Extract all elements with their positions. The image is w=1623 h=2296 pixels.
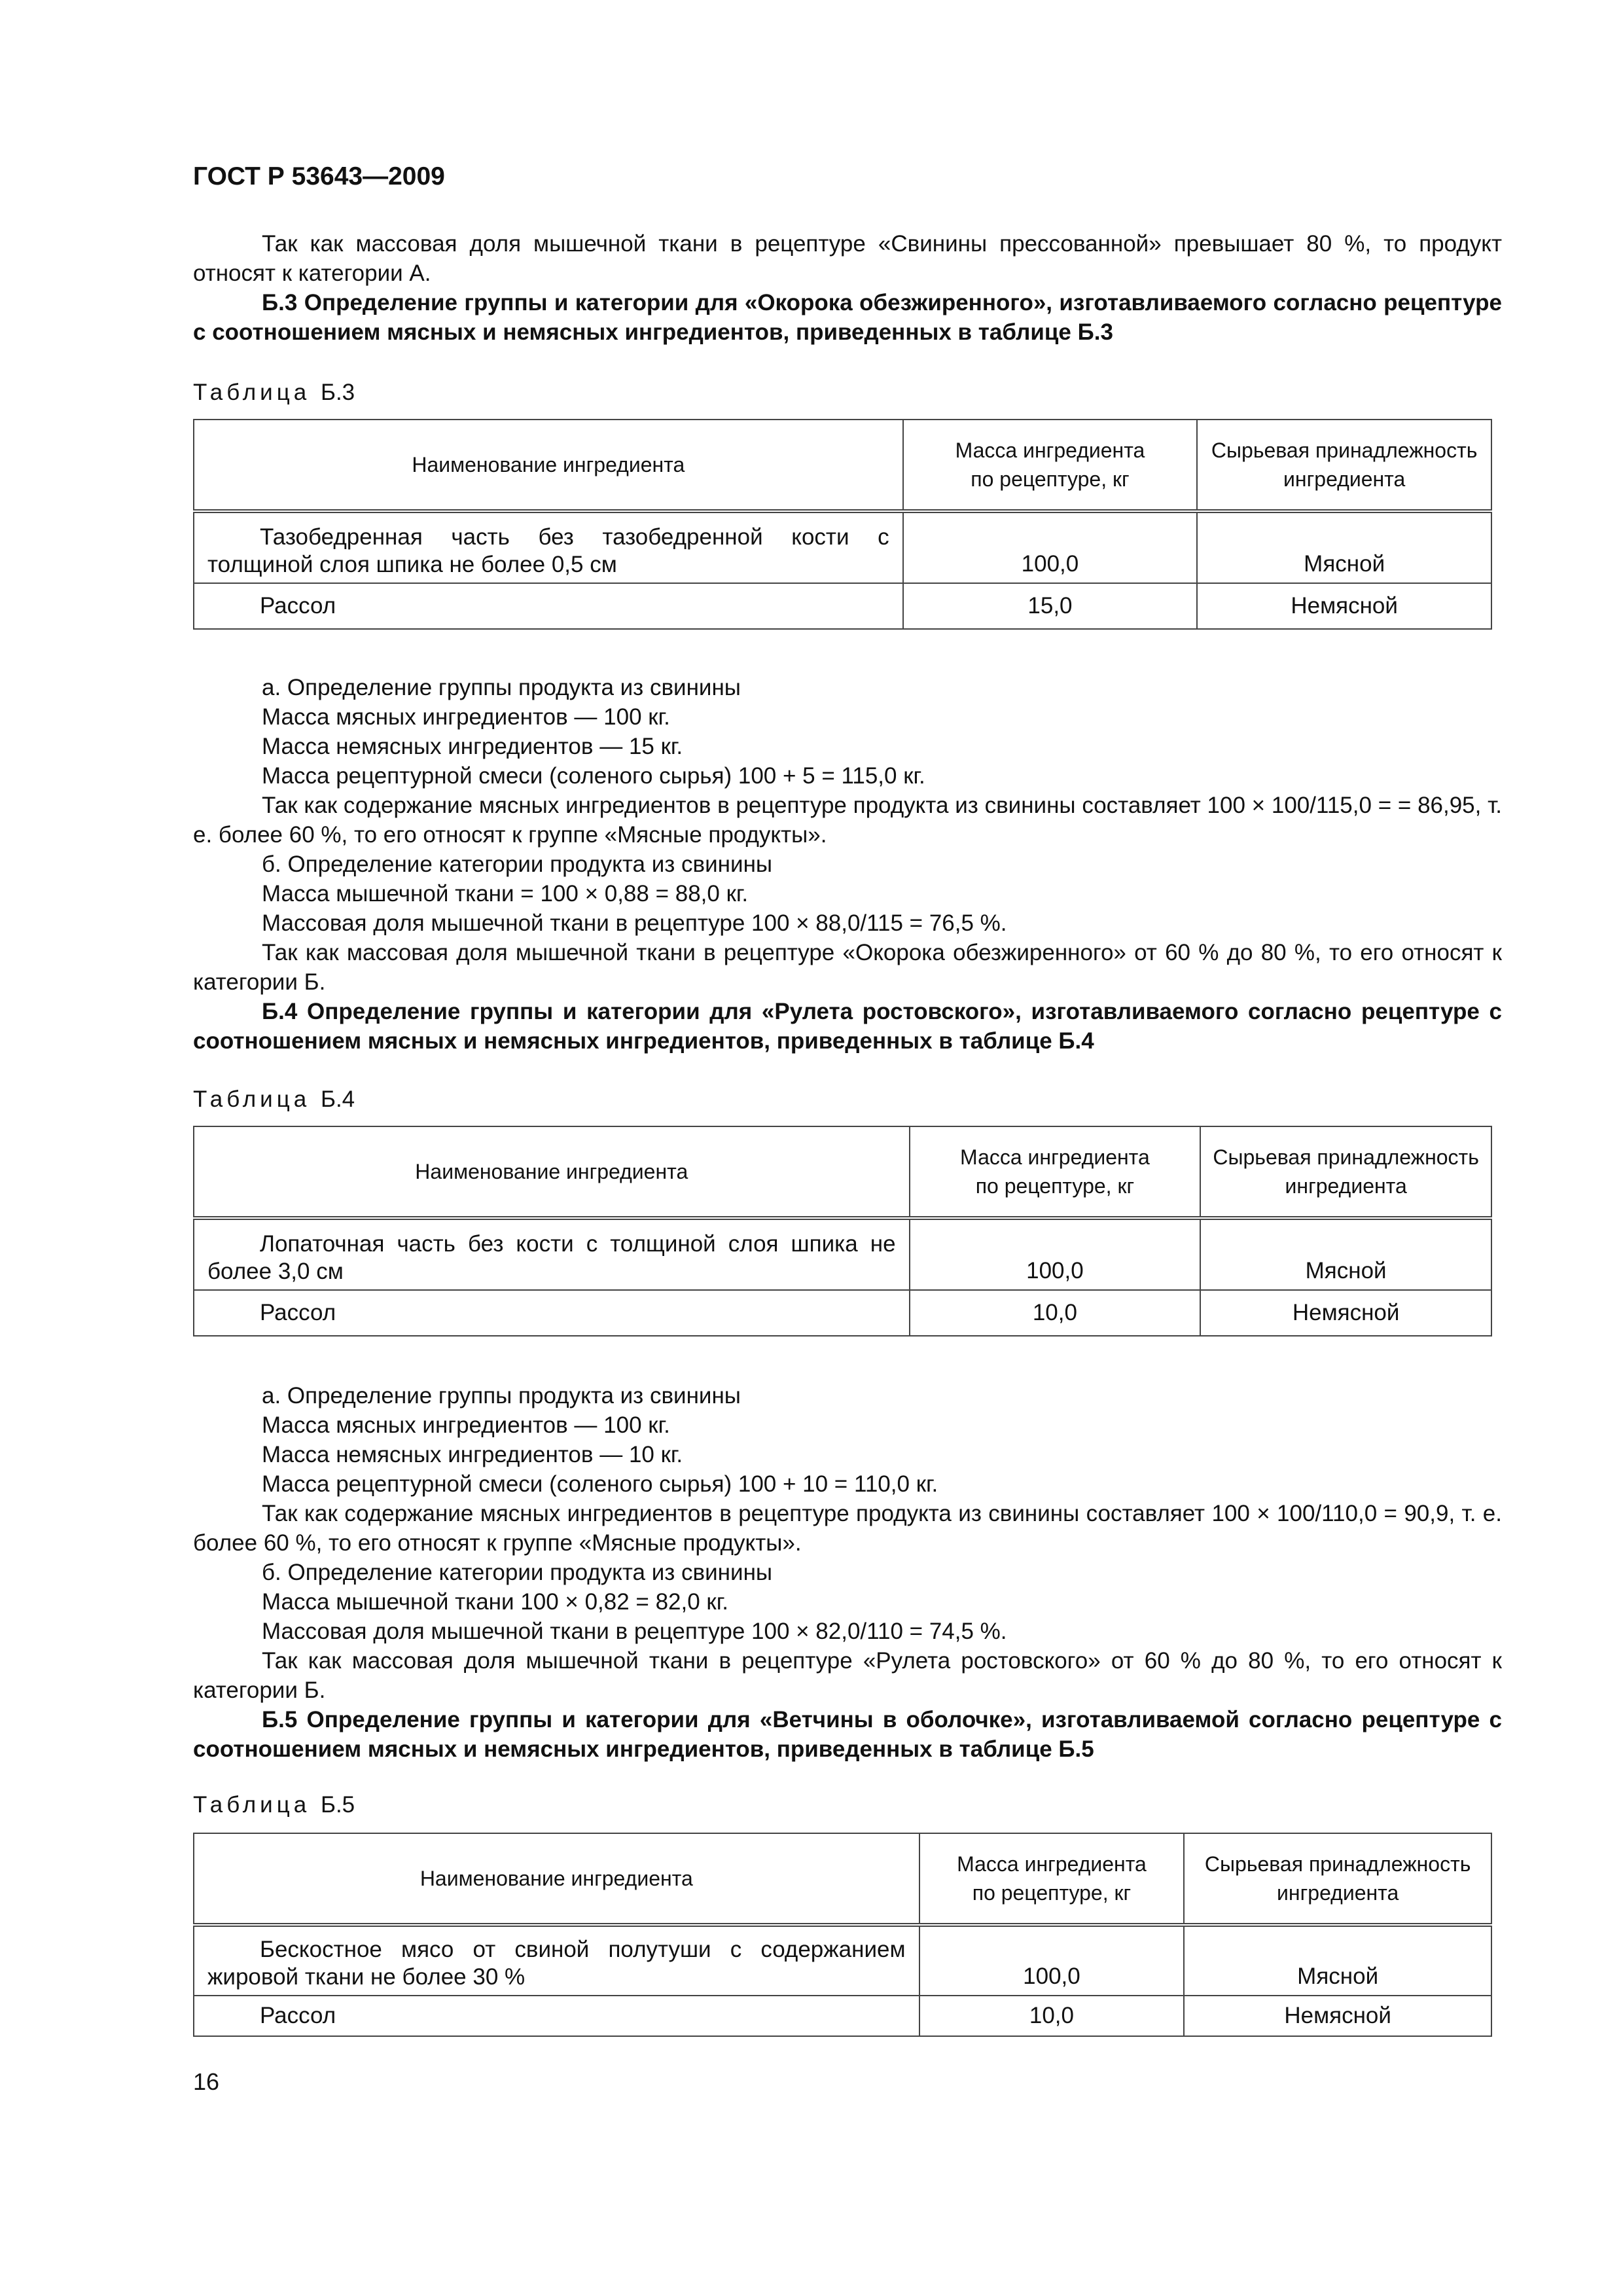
- table-cell-type: Немясной: [1184, 1996, 1491, 2036]
- table-cell-mass: 100,0: [910, 1218, 1201, 1290]
- table-caption-number: Б.5: [320, 1792, 355, 1818]
- table-cell-mass: 15,0: [903, 583, 1198, 629]
- text-paragraph: Так как массовая доля мышечной ткани в рецептуре «Рулета ростовского» от 60 % до 80 %, то его относят к категории Б.: [193, 1648, 1502, 1703]
- table-b4-caption: [193, 1086, 355, 1113]
- table-caption-label: Таблица: [193, 1792, 311, 1818]
- table-cell-ingredient: Тазобедренная часть без тазобедренной кости с толщиной слоя шпика не более 0,5 см: [194, 511, 903, 583]
- table-b5-caption: [193, 1792, 355, 1818]
- table-row: [194, 1290, 1491, 1336]
- section-b5-heading: Б.5 Определение группы и категории для «Ветчины в оболочке», изготавливаемой согласно рецептуре с соотношением мясных и немясных ингредиентов, приведенных в таблице Б.5: [193, 1707, 1502, 1762]
- table-b3: [193, 419, 1492, 630]
- table-row: [194, 583, 1491, 629]
- text-line: а. Определение группы продукта из свинины: [262, 1383, 741, 1408]
- text-line: Масса мясных ингредиентов — 100 кг.: [262, 1412, 670, 1438]
- table-header-cell: Наименование ингредиента: [194, 1126, 910, 1218]
- table-row: [194, 1925, 1491, 1996]
- text-line: Масса рецептурной смеси (соленого сырья) 100 + 10 = 110,0 кг.: [262, 1471, 938, 1497]
- table-header-cell: Наименование ингредиента: [194, 420, 903, 511]
- table-row: [194, 1996, 1491, 2036]
- table-cell-type: Мясной: [1197, 511, 1491, 583]
- text-line: Масса немясных ингредиентов — 15 кг.: [262, 734, 683, 759]
- table-cell-ingredient: Рассол: [194, 583, 903, 629]
- section-b3-heading: Б.3 Определение группы и категории для «Окорока обезжиренного», изготавливаемого согласно рецептуре с соотношением мясных и немясных ингредиентов, приведенных в таблице Б.3: [193, 290, 1502, 345]
- table-cell-ingredient: Лопаточная часть без кости с толщиной слоя шпика не более 3,0 см: [194, 1218, 910, 1290]
- text-paragraph: Так как массовая доля мышечной ткани в рецептуре «Окорока обезжиренного» от 60 % до 80 %, то его относят к категории Б.: [193, 940, 1502, 995]
- table-cell-type: Немясной: [1197, 583, 1491, 629]
- text-line: а. Определение группы продукта из свинины: [262, 675, 741, 700]
- table-header-cell: Сырьевая принадлежность ингредиента: [1197, 420, 1491, 511]
- table-header-cell: Наименование ингредиента: [194, 1833, 919, 1925]
- table-cell-mass: 10,0: [910, 1290, 1201, 1336]
- text-line: б. Определение категории продукта из свинины: [262, 852, 773, 877]
- table-cell-mass: 100,0: [919, 1925, 1185, 1996]
- table-header-row: [194, 1833, 1491, 1925]
- table-header-row: [194, 420, 1491, 511]
- text-paragraph: Так как содержание мясных ингредиентов в рецептуре продукта из свинины составляет 100 × 100/115,0 = = 86,95, т. е. более 60 %, то его относят к группе «Мясные продукты».: [193, 793, 1502, 848]
- table-row: [194, 1218, 1491, 1290]
- table-cell-type: Мясной: [1184, 1925, 1491, 1996]
- table-cell-type: Мясной: [1200, 1218, 1491, 1290]
- table-cell-ingredient: Рассол: [194, 1996, 919, 2036]
- text-line: Масса рецептурной смеси (соленого сырья) 100 + 5 = 115,0 кг.: [262, 763, 925, 789]
- document-header: ГОСТ Р 53643—2009: [193, 162, 445, 190]
- table-header-cell: Масса ингредиента по рецептуре, кг: [919, 1833, 1185, 1925]
- section-b4-heading: Б.4 Определение группы и категории для «Рулета ростовского», изготавливаемого согласно рецептуре с соотношением мясных и немясных ингредиентов, приведенных в таблице Б.4: [193, 999, 1502, 1054]
- text-line: Массовая доля мышечной ткани в рецептуре 100 × 82,0/110 = 74,5 %.: [262, 1619, 1007, 1644]
- table-cell-ingredient: Бескостное мясо от свиной полутуши с содержанием жировой ткани не более 30 %: [194, 1925, 919, 1996]
- table-caption-number: Б.4: [320, 1086, 355, 1112]
- table-row: [194, 511, 1491, 583]
- page-number: 16: [193, 2068, 220, 2095]
- table-b4: [193, 1126, 1492, 1336]
- intro-paragraph: Так как массовая доля мышечной ткани в рецептуре «Свинины прессованной» превышает 80 %, то продукт относят к категории А.: [193, 231, 1502, 286]
- table-caption-number: Б.3: [320, 380, 355, 405]
- table-header-row: [194, 1126, 1491, 1218]
- table-header-cell: Сырьевая принадлежность ингредиента: [1184, 1833, 1491, 1925]
- table-cell-mass: 10,0: [919, 1996, 1185, 2036]
- table-b5: [193, 1833, 1492, 2037]
- text-line: Массовая доля мышечной ткани в рецептуре 100 × 88,0/115 = 76,5 %.: [262, 910, 1007, 936]
- table-cell-ingredient: Рассол: [194, 1290, 910, 1336]
- table-header-cell: Сырьевая принадлежность ингредиента: [1200, 1126, 1491, 1218]
- table-cell-mass: 100,0: [903, 511, 1198, 583]
- text-line: Масса немясных ингредиентов — 10 кг.: [262, 1442, 683, 1467]
- text-line: б. Определение категории продукта из свинины: [262, 1560, 773, 1585]
- text-line: Масса мышечной ткани = 100 × 0,88 = 88,0 кг.: [262, 881, 749, 906]
- table-cell-type: Немясной: [1200, 1290, 1491, 1336]
- table-header-cell: Масса ингредиента по рецептуре, кг: [903, 420, 1198, 511]
- table-caption-label: Таблица: [193, 380, 311, 405]
- text-paragraph: Так как содержание мясных ингредиентов в рецептуре продукта из свинины составляет 100 × 100/110,0 = 90,9, т. е. более 60 %, то его относят к группе «Мясные продукты».: [193, 1501, 1502, 1556]
- text-line: Масса мясных ингредиентов — 100 кг.: [262, 704, 670, 730]
- table-header-cell: Масса ингредиента по рецептуре, кг: [910, 1126, 1201, 1218]
- table-b3-caption: [193, 380, 355, 406]
- text-line: Масса мышечной ткани 100 × 0,82 = 82,0 кг.: [262, 1589, 728, 1615]
- table-caption-label: Таблица: [193, 1086, 311, 1112]
